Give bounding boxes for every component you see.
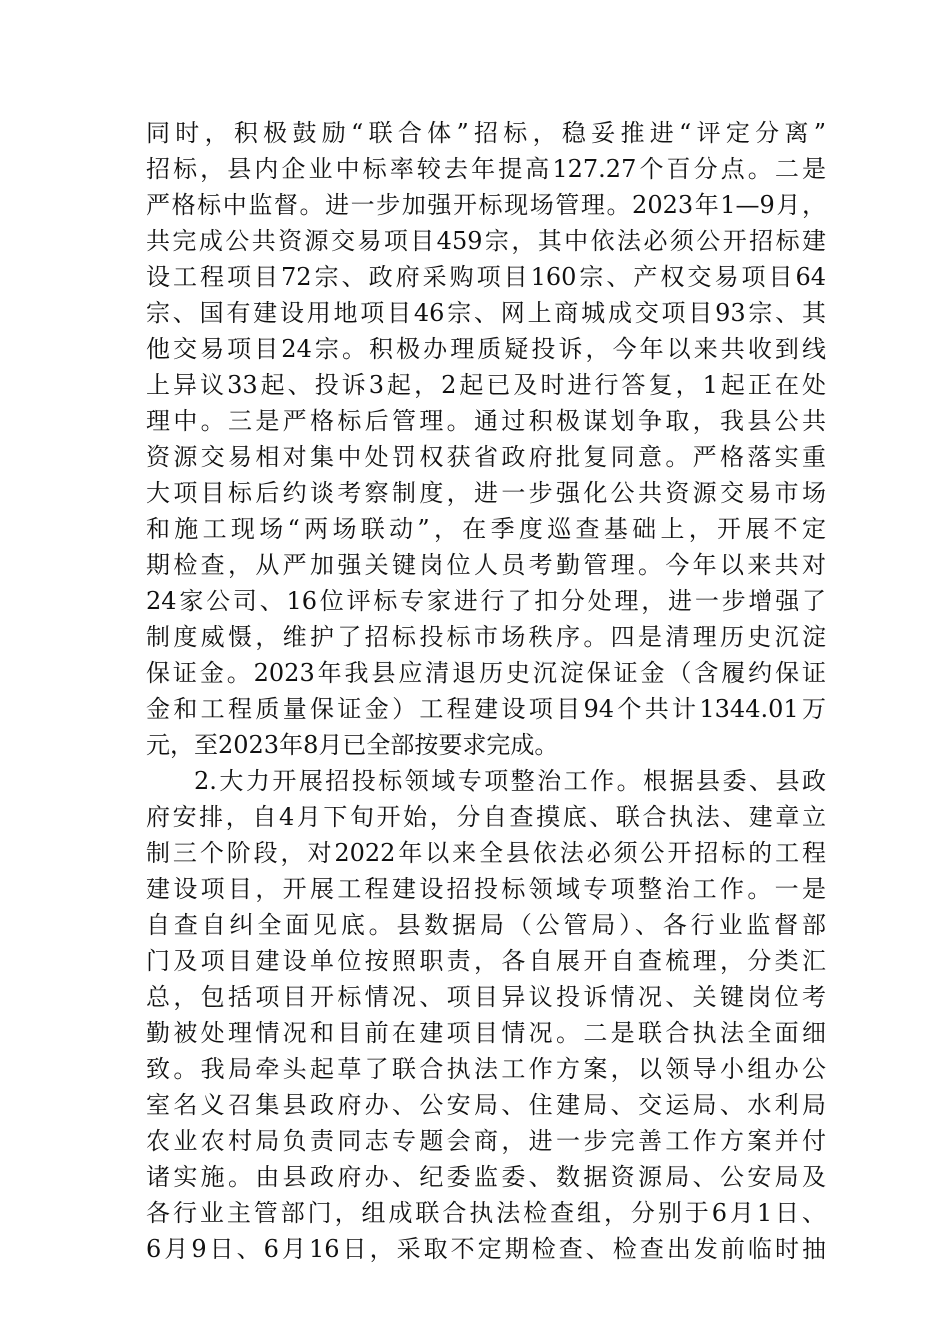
body-text — [146, 115, 826, 1267]
text-line: 元，至2023年8月已全部按要求完成。 — [146, 731, 559, 759]
text-line: 大项目标后约谈考察制度，进一步强化公共资源交易市场 — [146, 479, 826, 507]
text-line: 他交易项目24宗。积极办理质疑投诉，今年以来共收到线 — [146, 335, 826, 363]
text-line: 理中。三是严格标后管理。通过积极谋划争取，我县公共 — [146, 407, 826, 435]
text-line: 期检查，从严加强关键岗位人员考勤管理。今年以来共对 — [146, 551, 826, 579]
text-line: 诸实施。由县政府办、纪委监委、数据资源局、公安局及 — [146, 1163, 826, 1191]
text-line: 室名义召集县政府办、公安局、住建局、交运局、水利局 — [146, 1091, 826, 1119]
text-line: 宗、国有建设用地项目46宗、网上商城成交项目93宗、其 — [146, 299, 826, 327]
text-line: 金和工程质量保证金）工程建设项目94个共计1344.01万 — [146, 695, 826, 723]
text-line: 府安排，自4月下旬开始，分自查摸底、联合执法、建章立 — [146, 803, 826, 831]
text-line: 同时，积极鼓励“联合体”招标，稳妥推进“评定分离” — [146, 119, 826, 147]
text-line: 和施工现场“两场联动”，在季度巡查基础上，开展不定 — [146, 515, 826, 543]
text-line: 严格标中监督。进一步加强开标现场管理。2023年1—9月， — [146, 191, 826, 219]
paragraph-start-line: 2.大力开展招投标领域专项整治工作。根据县委、县政 — [194, 767, 826, 795]
text-line: 各行业主管部门，组成联合执法检查组，分别于6月1日、 — [146, 1199, 826, 1227]
text-line: 制三个阶段，对2022年以来全县依法必须公开招标的工程 — [146, 839, 826, 867]
text-line: 保证金。2023年我县应清退历史沉淀保证金（含履约保证 — [146, 659, 826, 687]
text-line: 农业农村局负责同志专题会商，进一步完善工作方案并付 — [146, 1127, 826, 1155]
text-line: 6月9日、6月16日，采取不定期检查、检查出发前临时抽 — [146, 1235, 826, 1263]
text-line: 设工程项目72宗、政府采购项目160宗、产权交易项目64 — [146, 263, 826, 291]
text-line: 共完成公共资源交易项目459宗，其中依法必须公开招标建 — [146, 227, 826, 255]
text-line: 24家公司、16位评标专家进行了扣分处理，进一步增强了 — [146, 587, 826, 615]
text-line: 资源交易相对集中处罚权获省政府批复同意。严格落实重 — [146, 443, 826, 471]
text-line: 勤被处理情况和目前在建项目情况。二是联合执法全面细 — [146, 1019, 826, 1047]
text-line: 制度威慑，维护了招标投标市场秩序。四是清理历史沉淀 — [146, 623, 826, 651]
text-line: 自查自纠全面见底。县数据局（公管局）、各行业监督部 — [146, 911, 826, 939]
text-line: 上异议33起、投诉3起，2起已及时进行答复，1起正在处 — [146, 371, 826, 399]
text-line: 致。我局牵头起草了联合执法工作方案，以领导小组办公 — [146, 1055, 826, 1083]
text-line: 建设项目，开展工程建设招投标领域专项整治工作。一是 — [146, 875, 826, 903]
text-line: 总，包括项目开标情况、项目异议投诉情况、关键岗位考 — [146, 983, 826, 1011]
text-line: 招标，县内企业中标率较去年提高127.27个百分点。二是 — [146, 155, 826, 183]
text-line: 门及项目建设单位按照职责，各自展开自查梳理，分类汇 — [146, 947, 826, 975]
